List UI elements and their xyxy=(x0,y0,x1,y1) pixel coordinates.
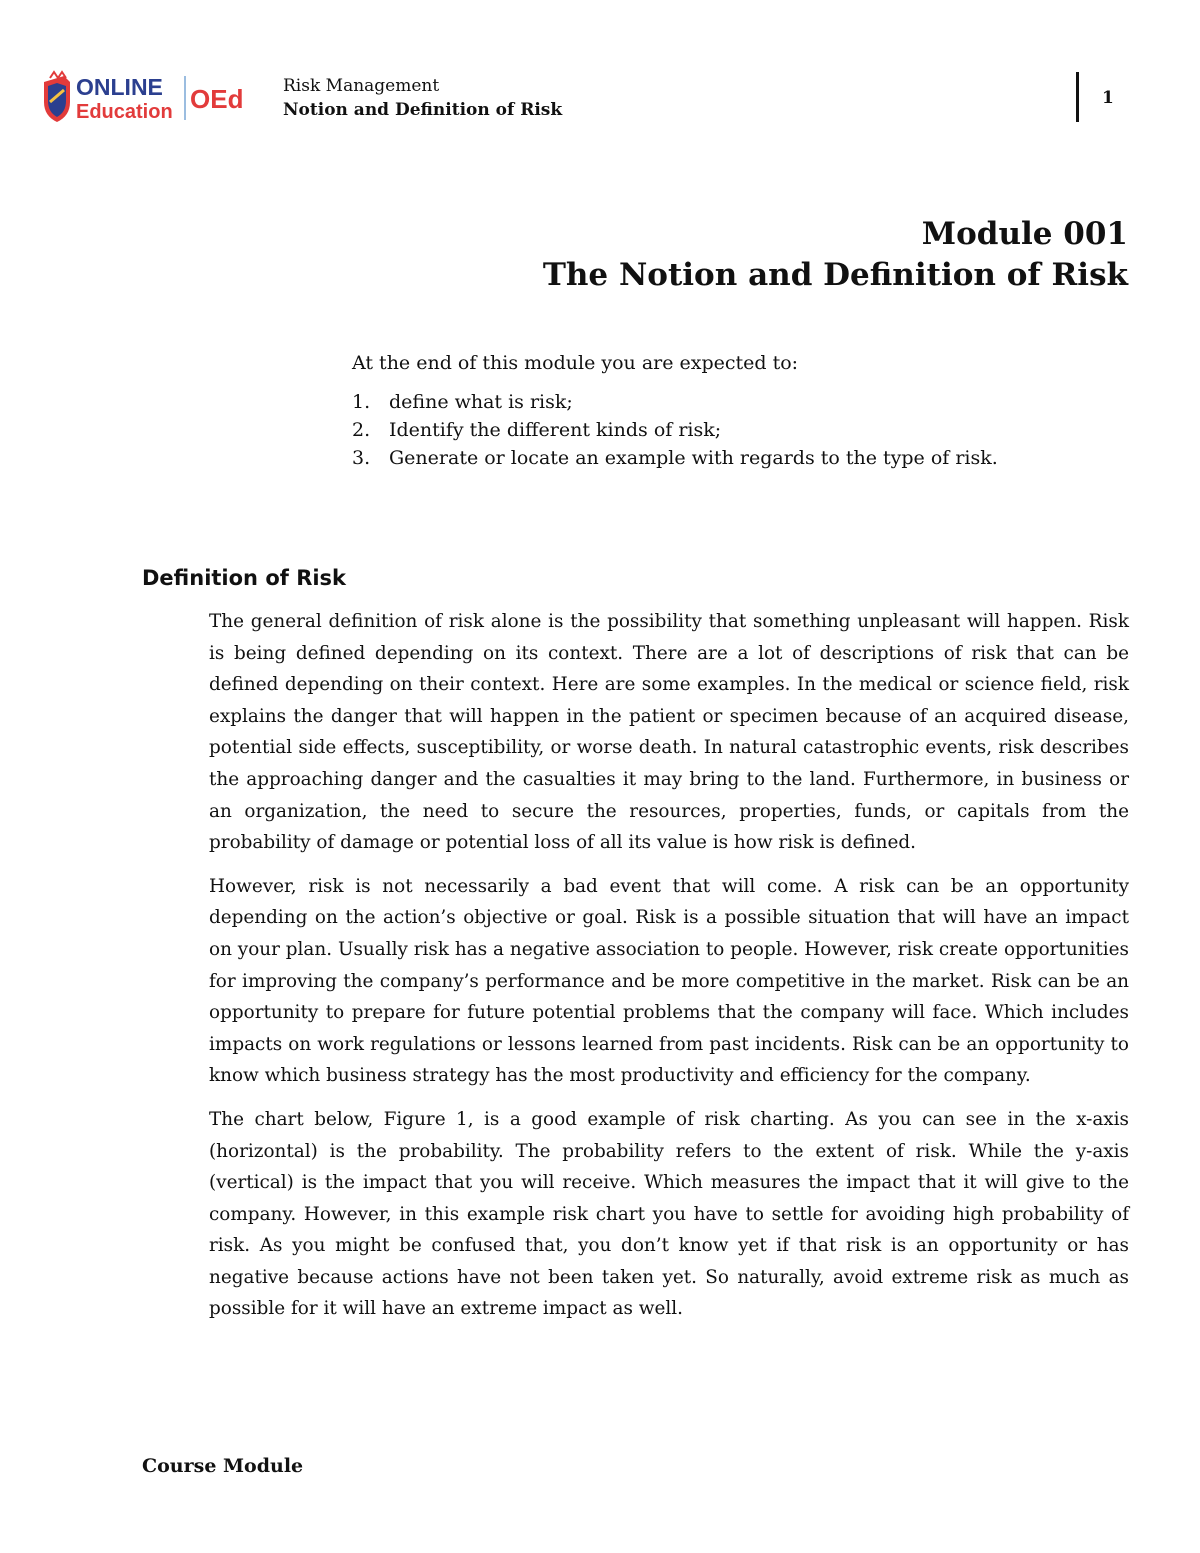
body-paragraph: However, risk is not necessarily a bad event that will come. A risk can be an opportunity depending on the action’s objective or goal. Risk is a possible situation that will have an impact on your plan. Usually risk has a negative association to people. However, risk create opportunities for improving the company’s performance and be more competitive in the market. Risk can be an opportunity to prepare for future potential problems that the company will face. Which includes impacts on work regulations or lessons learned from past incidents. Risk can be an opportunity to know which business strategy has the most productivity and efficiency for the company. xyxy=(209,875,1129,1087)
svg-text:OEd: OEd xyxy=(190,84,244,114)
header-text xyxy=(283,74,562,122)
section-heading: Definition of Risk xyxy=(142,566,347,590)
page-number: 1 xyxy=(1102,88,1114,108)
header-course-name: Risk Management xyxy=(283,76,440,96)
objectives-intro: At the end of this module you are expected to: xyxy=(352,352,799,374)
module-title-block xyxy=(543,214,1128,296)
objectives-list xyxy=(352,388,1132,472)
page-header xyxy=(40,68,1160,128)
objective-text: define what is risk; xyxy=(389,391,573,413)
header-subtitle: Notion and Definition of Risk xyxy=(283,100,563,120)
svg-text:ONLINE: ONLINE xyxy=(76,74,163,100)
online-education-oed-logo xyxy=(40,68,260,126)
header-divider xyxy=(1076,72,1079,122)
logo-graphic xyxy=(40,68,260,126)
module-number: Module 001 xyxy=(921,216,1128,252)
section-body xyxy=(209,606,1129,1337)
footer-label: Course Module xyxy=(142,1455,304,1477)
objective-number: 3. xyxy=(352,447,371,469)
objective-number: 2. xyxy=(352,419,371,441)
body-paragraph: The chart below, Figure 1, is a good example of risk charting. As you can see in the x-axis (horizontal) is the probability. The probability refers to the extent of risk. While the y-axis (vertical) is the impact that you will receive. Which measures the impact that it will give to the company. However, in this example risk chart you have to settle for avoiding high probability of risk. As you might be confused that, you don’t know yet if that risk is an opportunity or has negative because actions have not been taken yet. So naturally, avoid extreme risk as much as possible for it will have an extreme impact as well. xyxy=(209,1108,1129,1320)
objective-item xyxy=(352,388,1132,416)
svg-text:Education: Education xyxy=(76,101,173,123)
objective-number: 1. xyxy=(352,391,371,413)
body-paragraph: The general definition of risk alone is the possibility that something unpleasant will happen. Risk is being defined depending on its context. There are a lot of descriptions of risk that can be defined depending on their context. Here are some examples. In the medical or science field, risk explains the danger that will happen in the patient or specimen because of an acquired disease, potential side effects, susceptibility, or worse death. In natural catastrophic events, risk describes the approaching danger and the casualties it may bring to the land. Furthermore, in business or an organization, the need to secure the resources, properties, funds, or capitals from the probability of damage or potential loss of all its value is how risk is defined. xyxy=(209,611,1129,854)
learning-objectives xyxy=(352,348,1132,472)
module-heading: The Notion and Definition of Risk xyxy=(542,257,1128,293)
objective-item xyxy=(352,444,1132,472)
objective-text: Generate or locate an example with regards to the type of risk. xyxy=(389,447,998,469)
objective-item xyxy=(352,416,1132,444)
objective-text: Identify the different kinds of risk; xyxy=(389,419,722,441)
